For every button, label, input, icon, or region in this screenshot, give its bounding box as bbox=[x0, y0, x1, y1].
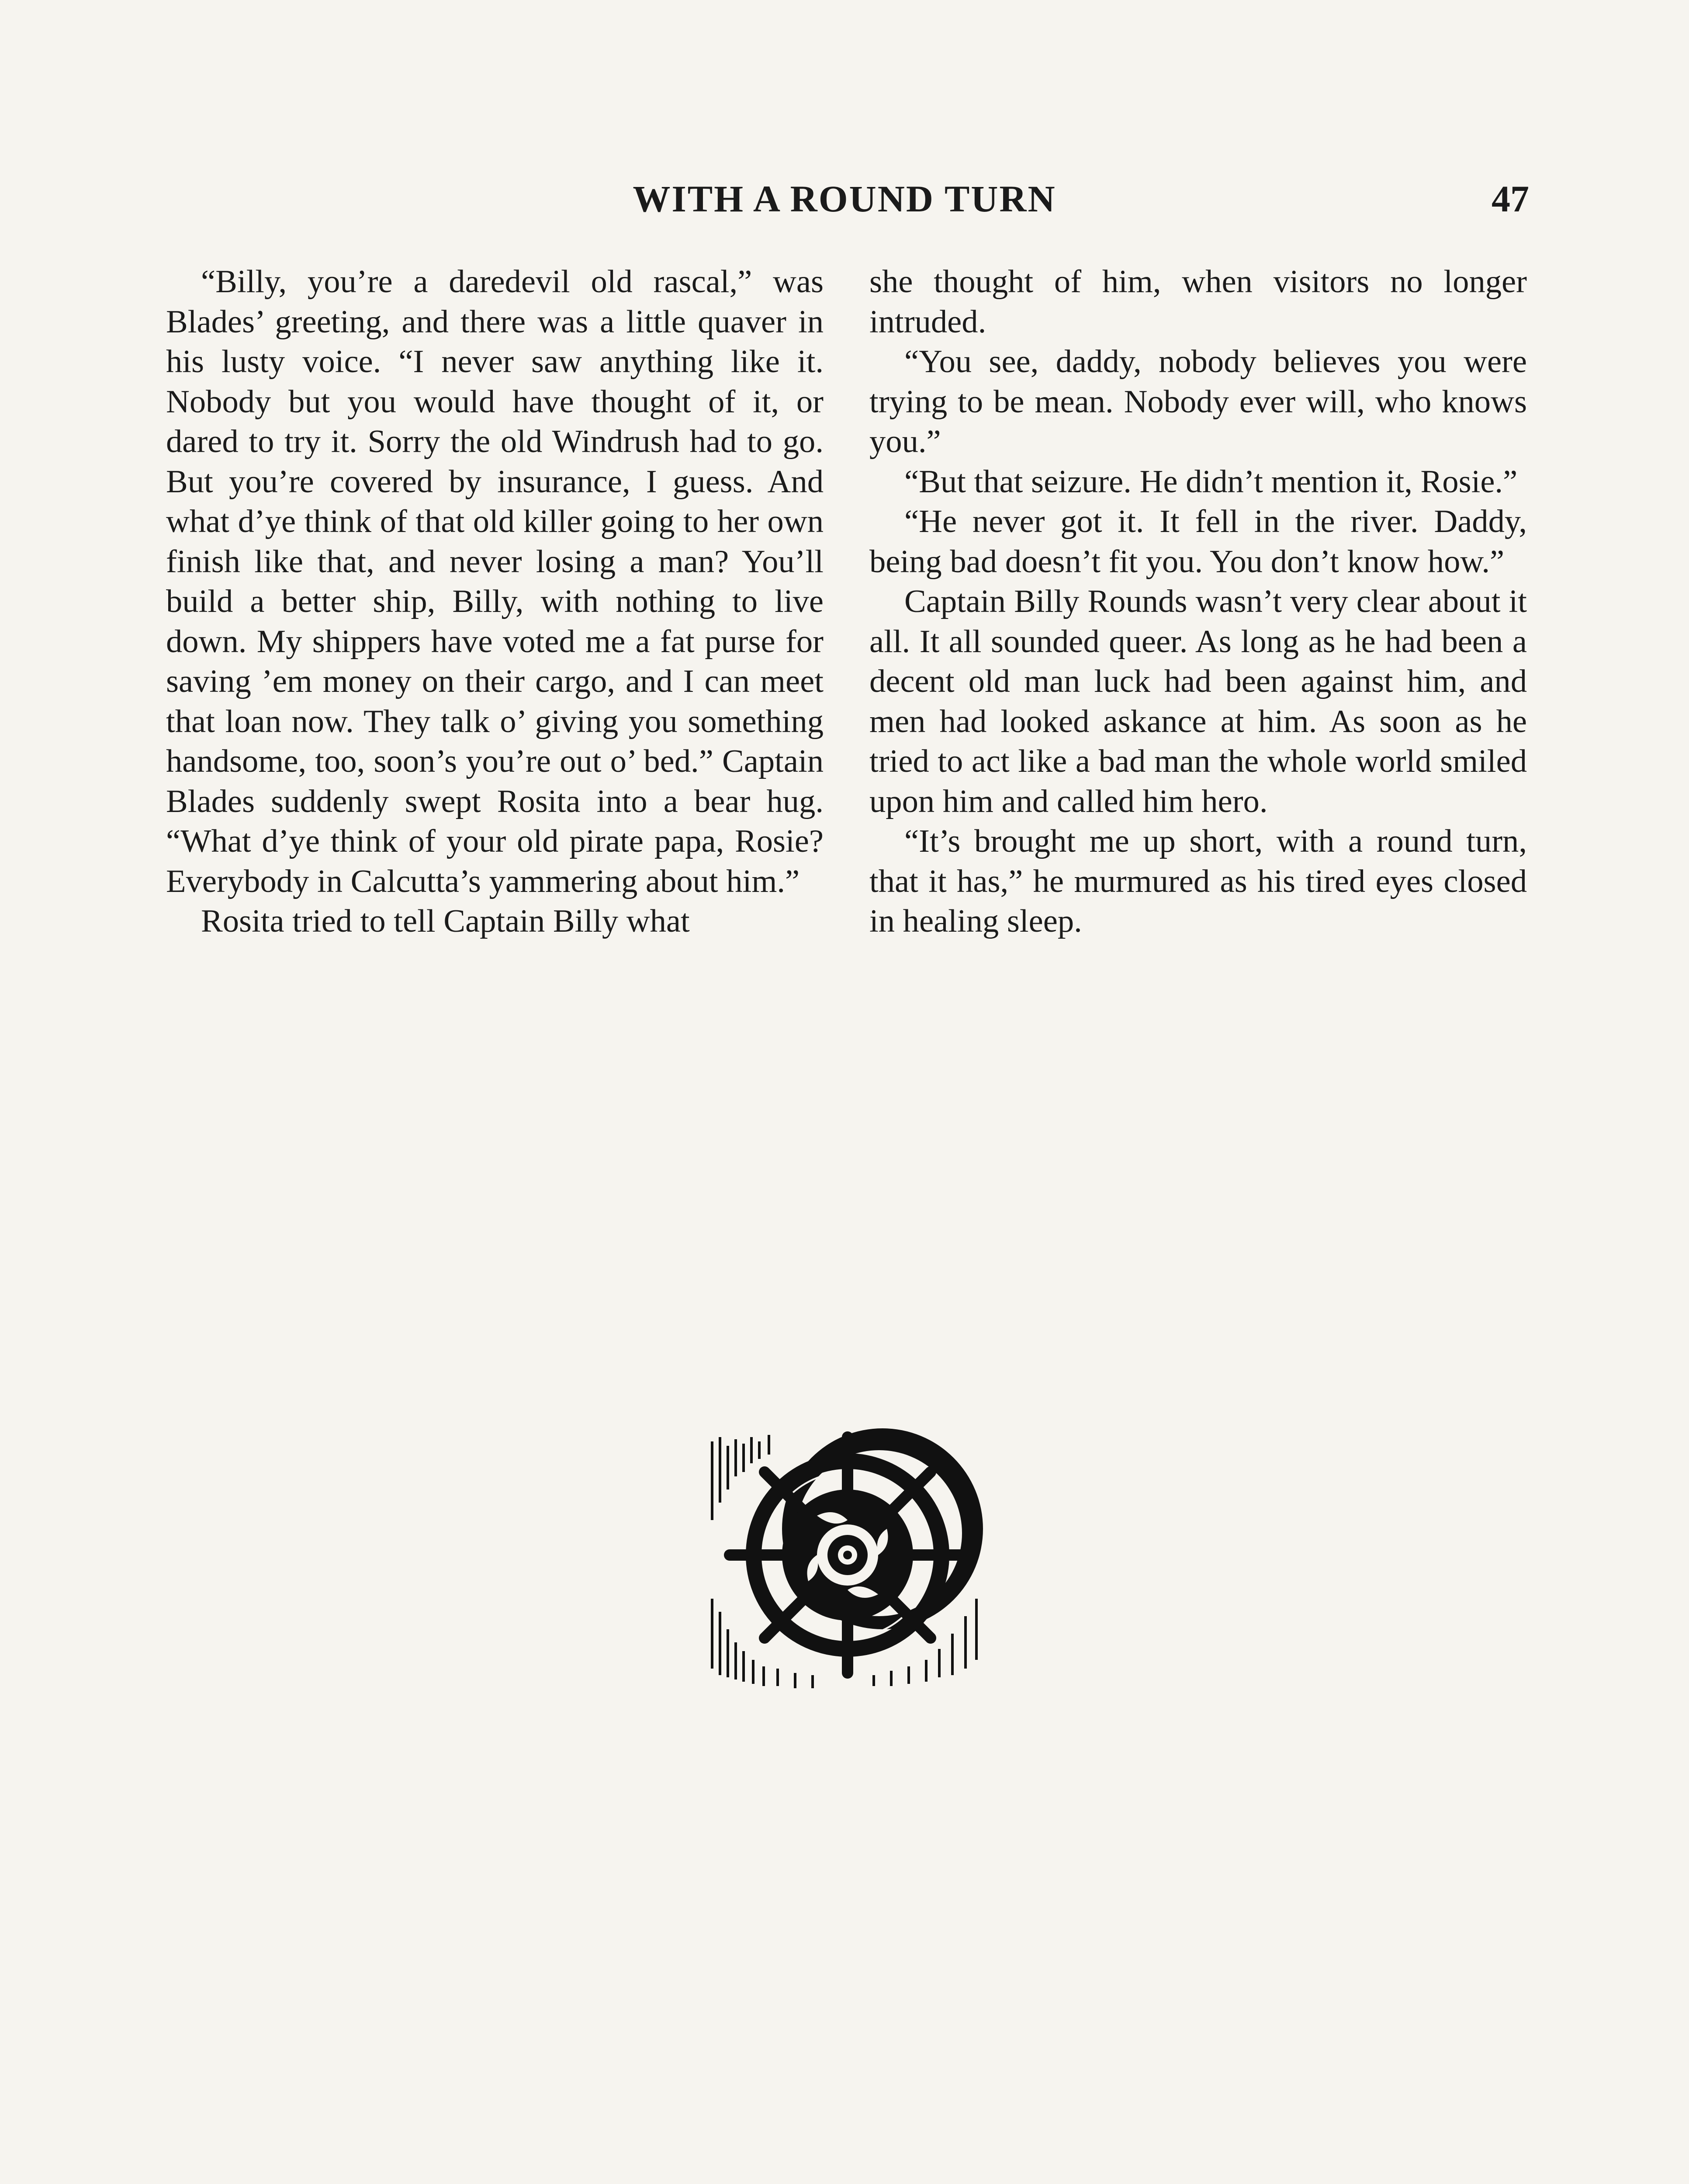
paragraph: “He never got it. It fell in the river. Daddy, being bad doesn’t fit you. You don’t know how.” bbox=[869, 504, 1527, 580]
right-column bbox=[869, 262, 1527, 942]
paragraph: “But that seizure. He didn’t mention it, Rosie.” bbox=[904, 463, 1518, 500]
paragraph: Rosita tried to tell Captain Billy what bbox=[201, 903, 690, 939]
left-column bbox=[166, 262, 824, 942]
paragraph: she thought of him, when visitors no longer intruded. bbox=[869, 264, 1527, 340]
running-title: WITH A ROUND TURN bbox=[633, 178, 1056, 220]
paragraph: “It’s brought me up short, with a round turn, that it has,” he murmured as his tired eyes closed in healing sleep. bbox=[869, 823, 1527, 939]
ship-wheel-icon bbox=[708, 1424, 996, 1695]
paragraph: “You see, daddy, nobody believes you were trying to be mean. Nobody ever will, who knows you.” bbox=[869, 344, 1527, 460]
page-number: 47 bbox=[1492, 178, 1529, 220]
paragraph: “Billy, you’re a daredevil old rascal,” was Blades’ greeting, and there was a little quaver in his lusty voice. “I never saw anything like it. Nobody but you would have thought of it, or dared to try it. Sorry the old Windrush had to go. But you’re covered by insurance, I guess. And what d’ye think of that old killer going to her own finish like that, and never losing a man? You’ll build a better ship, Billy, with nothing to live down. My shippers have voted me a fat purse for saving ’em money on their cargo, and I can meet that loan now. They talk o’ giving you something handsome, too, soon’s you’re out o’ bed.” Captain Blades suddenly swept Rosita into a bear hug. “What d’ye think of your old pirate papa, Rosie? Everybody in Calcutta’s yammering about him.” bbox=[166, 264, 824, 899]
paragraph: Captain Billy Rounds wasn’t very clear about it all. It all sounded queer. As long as he had been a decent old man luck had been against him, and men had looked askance at him. As soon as he tried to act like a bad man the whole world smiled upon him and called him hero. bbox=[869, 584, 1527, 819]
